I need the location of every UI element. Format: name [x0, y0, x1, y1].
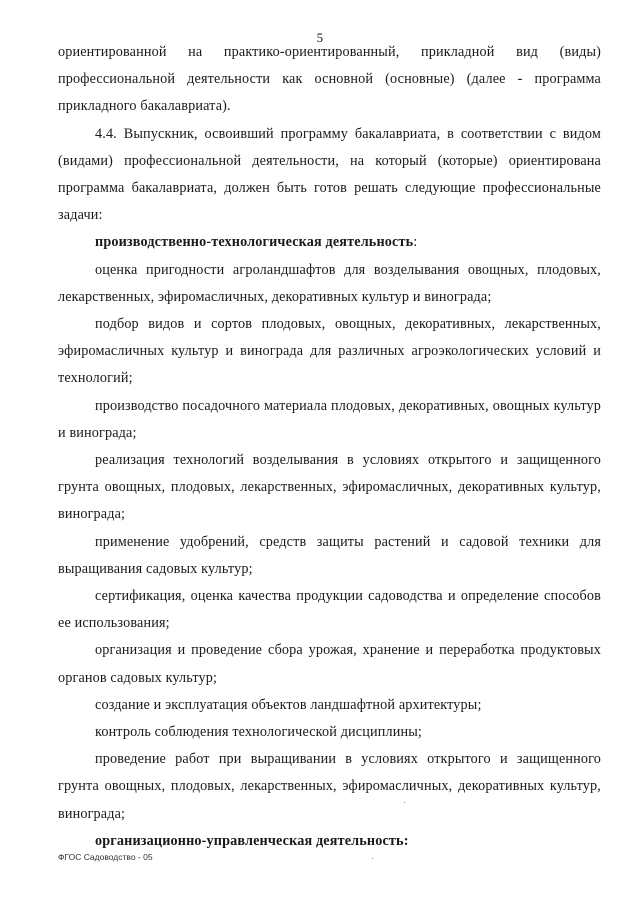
- task-item: подбор видов и сортов плодовых, овощных, декоративных, лекарственных, эфиромасличных культур и винограда для различных агроэкологических условий и технологий;: [58, 316, 601, 387]
- task-item: реализация технологий возделывания в условиях открытого и защищенного грунта овощных, плодовых, лекарственных, эфиромасличных, декоративных культур, винограда;: [58, 452, 601, 523]
- task-item: оценка пригодности агроландшафтов для возделывания овощных, плодовых, лекарственных, эфиромасличных, декоративных культур и винограда;: [58, 261, 601, 305]
- task-item: применение удобрений, средств защиты растений и садовой техники для выращивания садовых культур;: [58, 533, 601, 577]
- section-heading-text: организационно-управленческая деятельность: [95, 832, 404, 849]
- task-item: контроль соблюдения технологической дисциплины;: [95, 724, 422, 741]
- section-heading-production: [58, 229, 601, 256]
- task-item: сертификация, оценка качества продукции садоводства и определение способов ее использования;: [58, 588, 601, 632]
- page-number: 5: [316, 30, 324, 45]
- scan-speck: [372, 858, 373, 859]
- document-footer: ФГОС Садоводство - 05: [58, 852, 153, 862]
- section-heading-text: производственно-технологическая деятельность: [95, 234, 414, 251]
- task-item: создание и эксплуатация объектов ландшафтной архитектуры;: [95, 696, 482, 713]
- task-item: организация и проведение сбора урожая, хранение и переработка продуктовых органов садовых культур;: [58, 642, 601, 686]
- section-heading-colon: :: [413, 234, 418, 251]
- body-text: [58, 39, 601, 855]
- task-item: производство посадочного материала плодовых, декоративных, овощных культур и винограда;: [58, 397, 601, 441]
- paragraph-4-4: 4.4. Выпускник, освоивший программу бакалавриата, в соответствии с видом (видами) профессиональной деятельности, на который (которые) ориентирована программа бакалавриата, должен быть готов решать следующие профессиональные задачи:: [58, 125, 601, 224]
- paragraph-continuation: ориентированной на практико-ориентированный, прикладной вид (виды) профессиональной деятельности как основной (основные) (далее - программа прикладного бакалавриата).: [58, 44, 601, 115]
- task-item: проведение работ при выращивании в условиях открытого и защищенного грунта овощных, плодовых, лекарственных, эфиромасличных, декоративных культур, винограда;: [58, 751, 601, 822]
- section-heading-management: [58, 828, 601, 855]
- scan-speck: [404, 802, 405, 803]
- section-heading-colon: :: [403, 832, 409, 849]
